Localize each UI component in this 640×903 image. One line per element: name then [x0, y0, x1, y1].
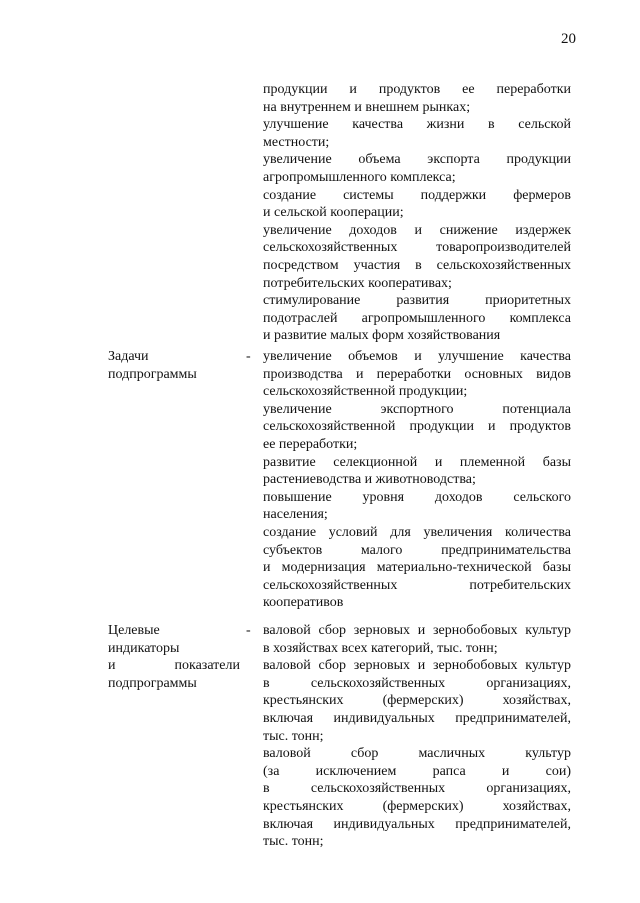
indicators-line: тыс. тонн; — [263, 834, 324, 850]
indicators-line: крестьянских (фермерских) хозяйствах, — [263, 693, 571, 709]
indicators-text — [263, 622, 571, 851]
tasks-line: сельскохозяйственной продукции и продуктов — [263, 419, 571, 435]
tasks-line: сельскохозяйственных потребительских — [263, 577, 571, 593]
tasks-dash: - — [246, 349, 251, 364]
tasks-paragraph — [263, 401, 571, 454]
tasks-line: и модернизация материально-технической базы — [263, 560, 571, 576]
indicators-line: включая индивидуальных предпринимателей, — [263, 710, 571, 726]
goals-line: местности; — [263, 134, 330, 150]
goals-line: и развитие малых форм хозяйствования — [263, 328, 501, 344]
tasks-paragraph — [263, 454, 571, 489]
goals-line: и сельской кооперации; — [263, 205, 404, 221]
indicators-label-line: и показатели — [108, 658, 240, 674]
tasks-line: сельскохозяйственной продукции; — [263, 384, 468, 400]
goals-line: улучшение качества жизни в сельской — [263, 117, 571, 133]
indicators-line: в сельскохозяйственных организациях, — [263, 781, 571, 797]
tasks-line: субъектов малого предпринимательства — [263, 542, 571, 558]
goals-line: сельскохозяйственных товаропроизводителей — [263, 240, 571, 256]
tasks-label — [108, 348, 240, 383]
tasks-line: развитие селекционной и племенной базы — [263, 454, 571, 470]
indicators-line: в сельскохозяйственных организациях, — [263, 675, 571, 691]
goals-line: на внутреннем и внешнем рынках; — [263, 99, 471, 115]
indicators-line: крестьянских (фермерских) хозяйствах, — [263, 798, 571, 814]
indicators-line: валовой сбор зерновых и зернобобовых культур — [263, 658, 571, 674]
indicators-line: (за исключением рапса и сои) — [263, 763, 571, 779]
goals-line: агропромышленного комплекса; — [263, 169, 456, 185]
indicators-label-line: Целевые — [108, 623, 160, 638]
indicators-line: валовой сбор зерновых и зернобобовых культур — [263, 623, 571, 638]
indicators-line: тыс. тонн; — [263, 728, 324, 744]
goals-paragraph — [263, 222, 571, 292]
indicators-paragraph — [263, 745, 571, 851]
indicators-label-line: индикаторы — [108, 640, 180, 656]
goals-line: увеличение доходов и снижение издержек — [263, 222, 571, 238]
indicators-line: валовой сбор масличных культур — [263, 746, 571, 762]
indicators-dash: - — [246, 623, 251, 638]
tasks-line: увеличение экспортного потенциала — [263, 401, 571, 417]
tasks-line: производства и переработки основных видов — [263, 366, 571, 382]
indicators-label — [108, 622, 240, 692]
goals-continuation-text — [263, 81, 571, 345]
goals-line: посредством участия в сельскохозяйственных — [263, 257, 571, 273]
tasks-paragraph — [263, 489, 571, 524]
goals-paragraph — [263, 292, 571, 345]
goals-line: подотраслей агропромышленного комплекса — [263, 310, 571, 326]
goals-paragraph — [263, 116, 571, 151]
tasks-paragraph — [263, 348, 571, 401]
tasks-line: населения; — [263, 507, 328, 523]
tasks-label-line: Задачи — [108, 349, 149, 364]
goals-line: продукции и продуктов ее переработки — [263, 82, 571, 97]
page-number: 20 — [561, 31, 576, 47]
indicators-line: в хозяйствах всех категорий, тыс. тонн; — [263, 640, 498, 656]
tasks-label-line: подпрограммы — [108, 366, 197, 382]
indicators-paragraph — [263, 622, 571, 657]
tasks-line: ее переработки; — [263, 436, 358, 452]
goals-paragraph — [263, 187, 571, 222]
indicators-paragraph — [263, 657, 571, 745]
goals-paragraph — [263, 151, 571, 186]
tasks-line: растениеводства и животноводства; — [263, 472, 476, 488]
tasks-line: кооперативов — [263, 595, 344, 611]
indicators-line: включая индивидуальных предпринимателей, — [263, 816, 571, 832]
goals-line: потребительских кооперативах; — [263, 275, 452, 291]
tasks-line: повышение уровня доходов сельского — [263, 489, 571, 505]
tasks-line: увеличение объемов и улучшение качества — [263, 349, 571, 364]
tasks-line: создание условий для увеличения количества — [263, 524, 571, 540]
goals-line: увеличение объема экспорта продукции — [263, 152, 571, 168]
tasks-text — [263, 348, 571, 612]
tasks-paragraph — [263, 524, 571, 612]
indicators-label-line: подпрограммы — [108, 675, 197, 691]
goals-line: стимулирование развития приоритетных — [263, 293, 571, 309]
goals-line: создание системы поддержки фермеров — [263, 187, 571, 203]
goals-paragraph — [263, 81, 571, 116]
